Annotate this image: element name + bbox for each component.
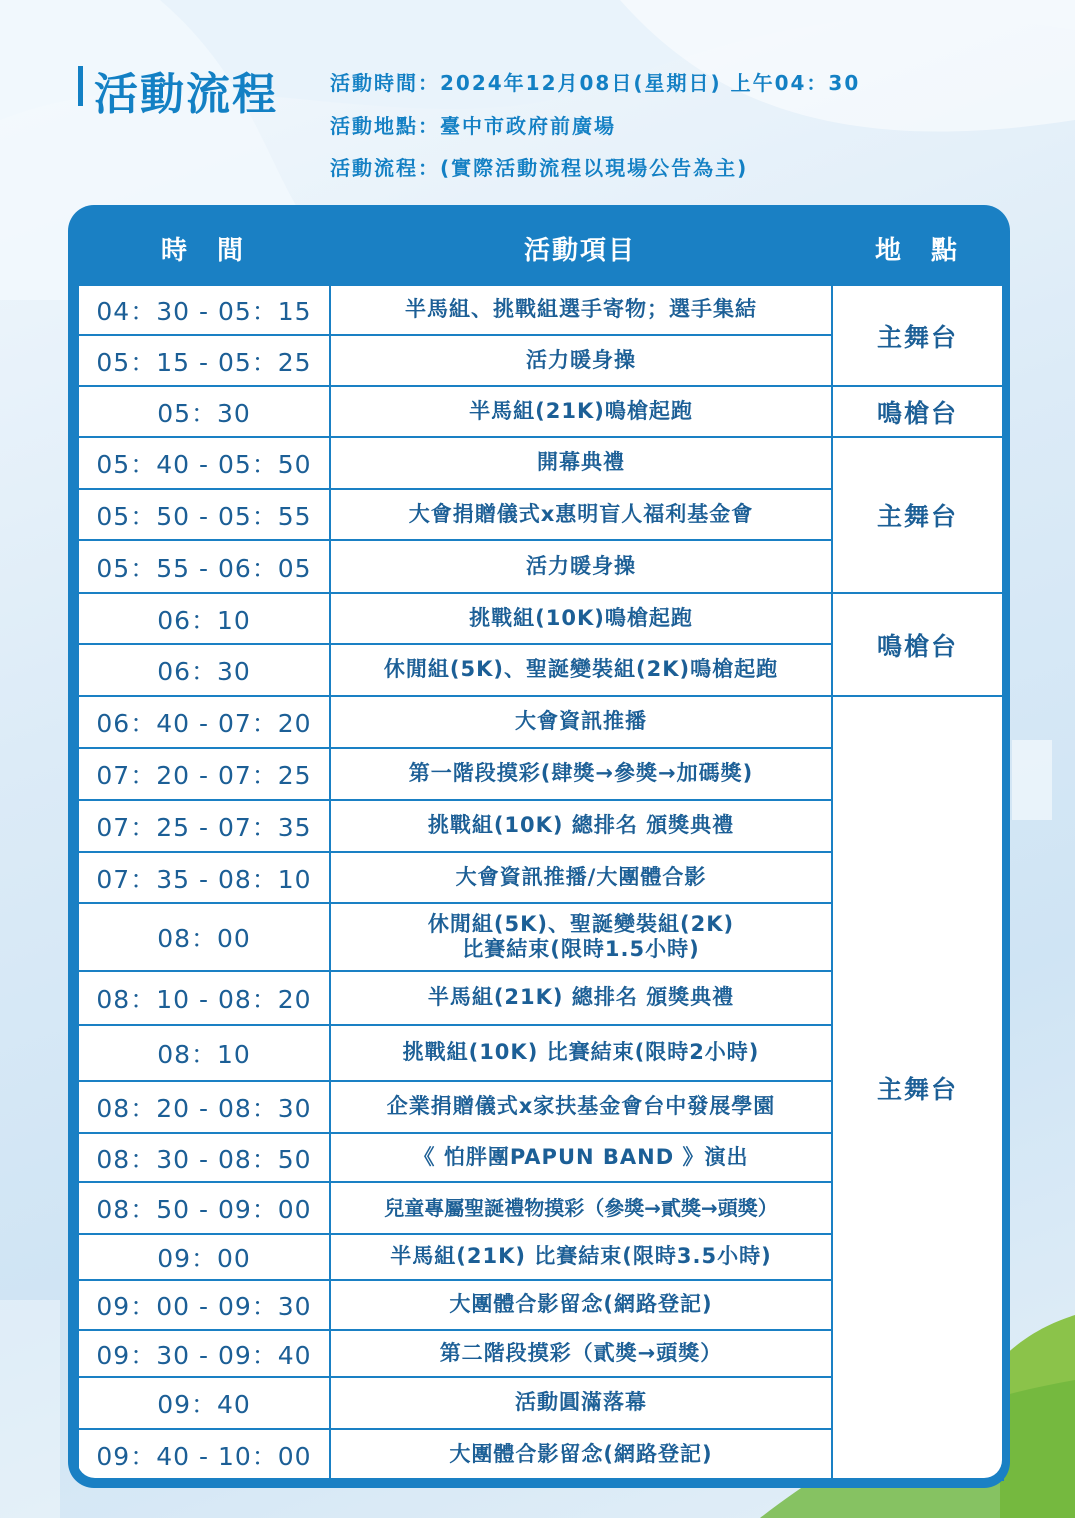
- row-item: 開幕典禮: [330, 437, 832, 489]
- row-item: 半馬組(21K)鳴槍起跑: [330, 386, 832, 437]
- row-time: 08：50 - 09：00: [78, 1182, 330, 1234]
- row-time: 08：10: [78, 1025, 330, 1081]
- row-time: 05：15 - 05：25: [78, 335, 330, 386]
- table-row: [78, 696, 1003, 748]
- row-item: 活動圓滿落幕: [330, 1377, 832, 1429]
- row-time: 09：40: [78, 1377, 330, 1429]
- row-location: 鳴槍台: [832, 386, 1003, 437]
- row-item-line1: 休閒組(5K)、聖誕變裝組(2K): [427, 911, 735, 936]
- row-item: 大會資訊推播/大團體合影: [330, 852, 832, 903]
- row-item: 活力暖身操: [330, 540, 832, 593]
- row-time: 05：40 - 05：50: [78, 437, 330, 489]
- row-item: 第一階段摸彩(肆獎→參獎→加碼獎): [330, 748, 832, 800]
- header-time: 時 間: [160, 236, 245, 266]
- row-item: 第二階段摸彩（貳獎→頭獎）: [330, 1330, 832, 1377]
- row-item: 半馬組(21K) 比賽結束(限時3.5小時): [330, 1234, 832, 1280]
- row-item: 挑戰組(10K) 比賽結束(限時2小時): [330, 1025, 832, 1081]
- row-time: 07：25 - 07：35: [78, 800, 330, 852]
- row-item: 大會資訊推播: [330, 696, 832, 748]
- event-flow-note: 活動流程：(實際活動流程以現場公告為主): [330, 156, 749, 180]
- row-item: [330, 903, 832, 971]
- row-time: 04：30 - 05：15: [78, 285, 330, 335]
- row-time: 06：10: [78, 593, 330, 644]
- row-time: 08：20 - 08：30: [78, 1081, 330, 1133]
- row-time: 09：00 - 09：30: [78, 1280, 330, 1330]
- page-title: 活動流程: [94, 69, 278, 120]
- row-item: 休閒組(5K)、聖誕變裝組(2K)鳴槍起跑: [330, 644, 832, 696]
- row-time: 05：55 - 06：05: [78, 540, 330, 593]
- row-time: 08：10 - 08：20: [78, 971, 330, 1025]
- row-item: 大會捐贈儀式x惠明盲人福利基金會: [330, 489, 832, 540]
- row-time: 09：00: [78, 1234, 330, 1280]
- row-location: 主舞台: [832, 285, 1003, 386]
- row-item: 《 怕胖團PAPUN BAND 》演出: [330, 1133, 832, 1182]
- row-item: 挑戰組(10K) 總排名 頒獎典禮: [330, 800, 832, 852]
- row-time: 09：30 - 09：40: [78, 1330, 330, 1377]
- schedule-table: [77, 284, 1004, 1481]
- row-time: 09：40 - 10：00: [78, 1429, 330, 1480]
- row-time: 05：50 - 05：55: [78, 489, 330, 540]
- table-row: [78, 593, 1003, 644]
- row-item: 活力暖身操: [330, 335, 832, 386]
- header-location: 地 點: [874, 236, 959, 266]
- row-item-line2: 比賽結束(限時1.5小時): [462, 937, 700, 961]
- table-row: [78, 386, 1003, 437]
- row-item: 半馬組、挑戰組選手寄物；選手集結: [330, 285, 832, 335]
- row-time: 06：30: [78, 644, 330, 696]
- table-row: [78, 437, 1003, 489]
- header-item: 活動項目: [523, 236, 636, 266]
- row-item: 半馬組(21K) 總排名 頒獎典禮: [330, 971, 832, 1025]
- row-item: 挑戰組(10K)鳴槍起跑: [330, 593, 832, 644]
- row-item: 企業捐贈儀式x家扶基金會台中發展學園: [330, 1081, 832, 1133]
- row-time: 07：20 - 07：25: [78, 748, 330, 800]
- event-time: 活動時間：2024年12月08日(星期日) 上午04：30: [330, 71, 861, 95]
- row-time: 06：40 - 07：20: [78, 696, 330, 748]
- title-accent-bar: [78, 66, 83, 106]
- row-item: 兒童專屬聖誕禮物摸彩（參獎→貳獎→頭獎）: [330, 1182, 832, 1234]
- row-location: 鳴槍台: [832, 593, 1003, 696]
- row-time: 05：30: [78, 386, 330, 437]
- row-item: 大團體合影留念(網路登記): [330, 1280, 832, 1330]
- event-place: 活動地點：臺中市政府前廣場: [330, 114, 616, 138]
- row-location: 主舞台: [832, 437, 1003, 593]
- table-row: [78, 285, 1003, 335]
- row-time: 08：30 - 08：50: [78, 1133, 330, 1182]
- row-location: 主舞台: [832, 696, 1003, 1480]
- row-time: 08：00: [78, 903, 330, 971]
- row-time: 07：35 - 08：10: [78, 852, 330, 903]
- row-item: 大團體合影留念(網路登記): [330, 1429, 832, 1480]
